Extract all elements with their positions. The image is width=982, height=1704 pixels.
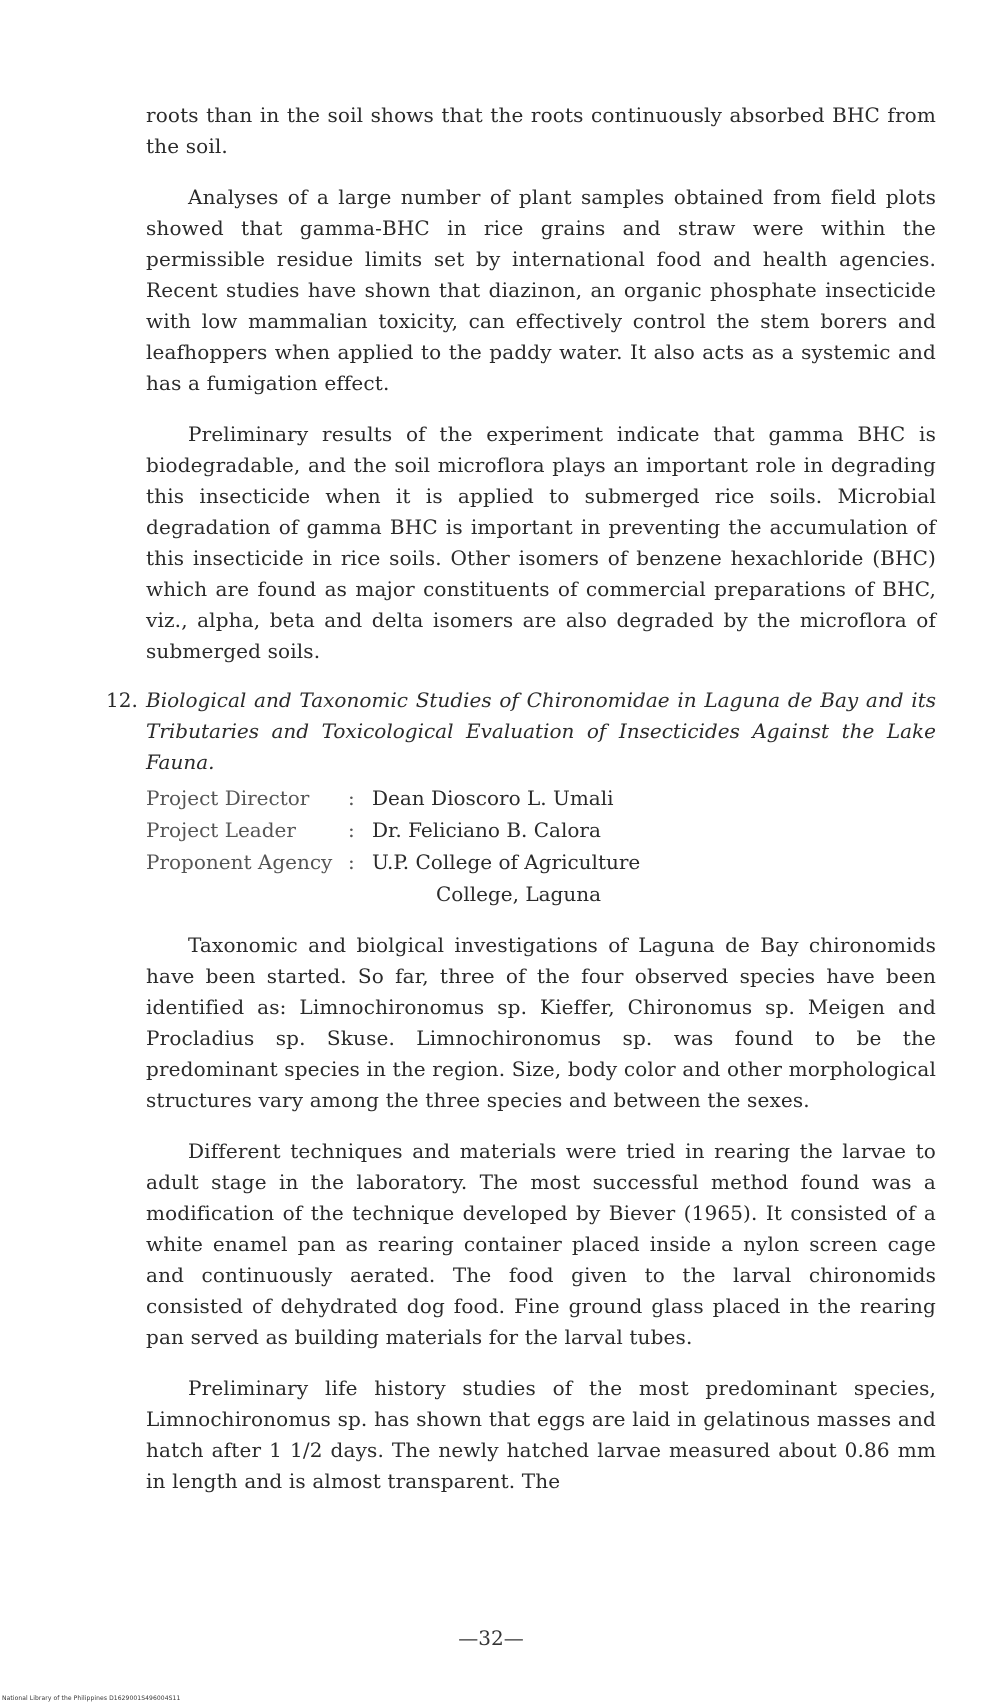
project-leader-label: Project Leader [146,818,296,842]
paragraph-rearing: Different techniques and materials were tried in rearing the larvae to adult stage in the laboratory. The most successful method found was a modification of the technique developed by Biever (1965). It consisted of a white enamel pan as rearing container placed inside a nylon screen cage and continuously aerated. The food given to the larval chironomids consisted of dehydrated dog food. Fine ground glass placed in the rearing pan served as building materials for the larval tubes. [146,1139,936,1349]
project-director-colon: : [348,786,355,810]
project-leader-colon: : [348,818,355,842]
proponent-agency-continuation: College, Laguna [436,882,602,906]
footer-credit: National Library of the Philippines D1629001S496004S11 [2,1695,181,1702]
proponent-agency-row [146,846,936,878]
project-director-value: Dean Dioscoro L. Umali [372,786,614,810]
project-leader-row [146,814,936,846]
page-number: —32— [458,1626,524,1650]
project-title-text: Biological and Taxonomic Studies of Chironomidae in Laguna de Bay and its Tributaries and Toxicological Evaluation of Insecticides Against the Lake Fauna. [146,688,936,774]
paragraph-biodegradation: Preliminary results of the experiment indicate that gamma BHC is biodegradable, and the soil microflora plays an important role in degrading this insecticide when it is applied to submerged rice soils. Microbial degradation of gamma BHC is important in preventing the accumulation of this insecticide in rice soils. Other isomers of benzene hexachloride (BHC) which are found as major constituents of commercial preparations of BHC, viz., alpha, beta and delta isomers are also degraded by the microflora of submerged soils. [146,422,936,663]
project-leader-value: Dr. Feliciano B. Calora [372,818,601,842]
document-page [106,100,936,1497]
project-director-row [146,782,936,814]
project-director-label: Project Director [146,786,310,810]
project-info-table [146,782,936,910]
project-item-number: 12. [106,688,138,712]
project-item-title [106,685,936,778]
proponent-agency-value: U.P. College of Agriculture [372,850,641,874]
proponent-agency-colon: : [348,850,355,874]
paragraph-continuation: roots than in the soil shows that the roots continuously absorbed BHC from the soil. [146,103,936,158]
proponent-agency-label: Proponent Agency [146,850,333,874]
paragraph-plant-samples: Analyses of a large number of plant samples obtained from field plots showed that gamma-BHC in rice grains and straw were within the permissible residue limits set by international food and health agencies. Recent studies have shown that diazinon, an organic phosphate insecticide with low mammalian toxicity, can effectively control the stem borers and leafhoppers when applied to the paddy water. It also acts as a systemic and has a fumigation effect. [146,185,936,395]
paragraph-taxonomic: Taxonomic and biolgical investigations of Laguna de Bay chironomids have been started. So far, three of the four observed species have been identified as: Limnochironomus sp. Kieffer, Chironomus sp. Meigen and Procladius sp. Skuse. Limnochironomus sp. was found to be the predominant species in the region. Size, body color and other morphological structures vary among the three species and between the sexes. [146,933,936,1112]
paragraph-life-history: Preliminary life history studies of the most predominant species, Limnochironomus sp. has shown that eggs are laid in gelatinous masses and hatch after 1 1/2 days. The newly hatched larvae measured about 0.86 mm in length and is almost transparent. The [146,1376,936,1493]
